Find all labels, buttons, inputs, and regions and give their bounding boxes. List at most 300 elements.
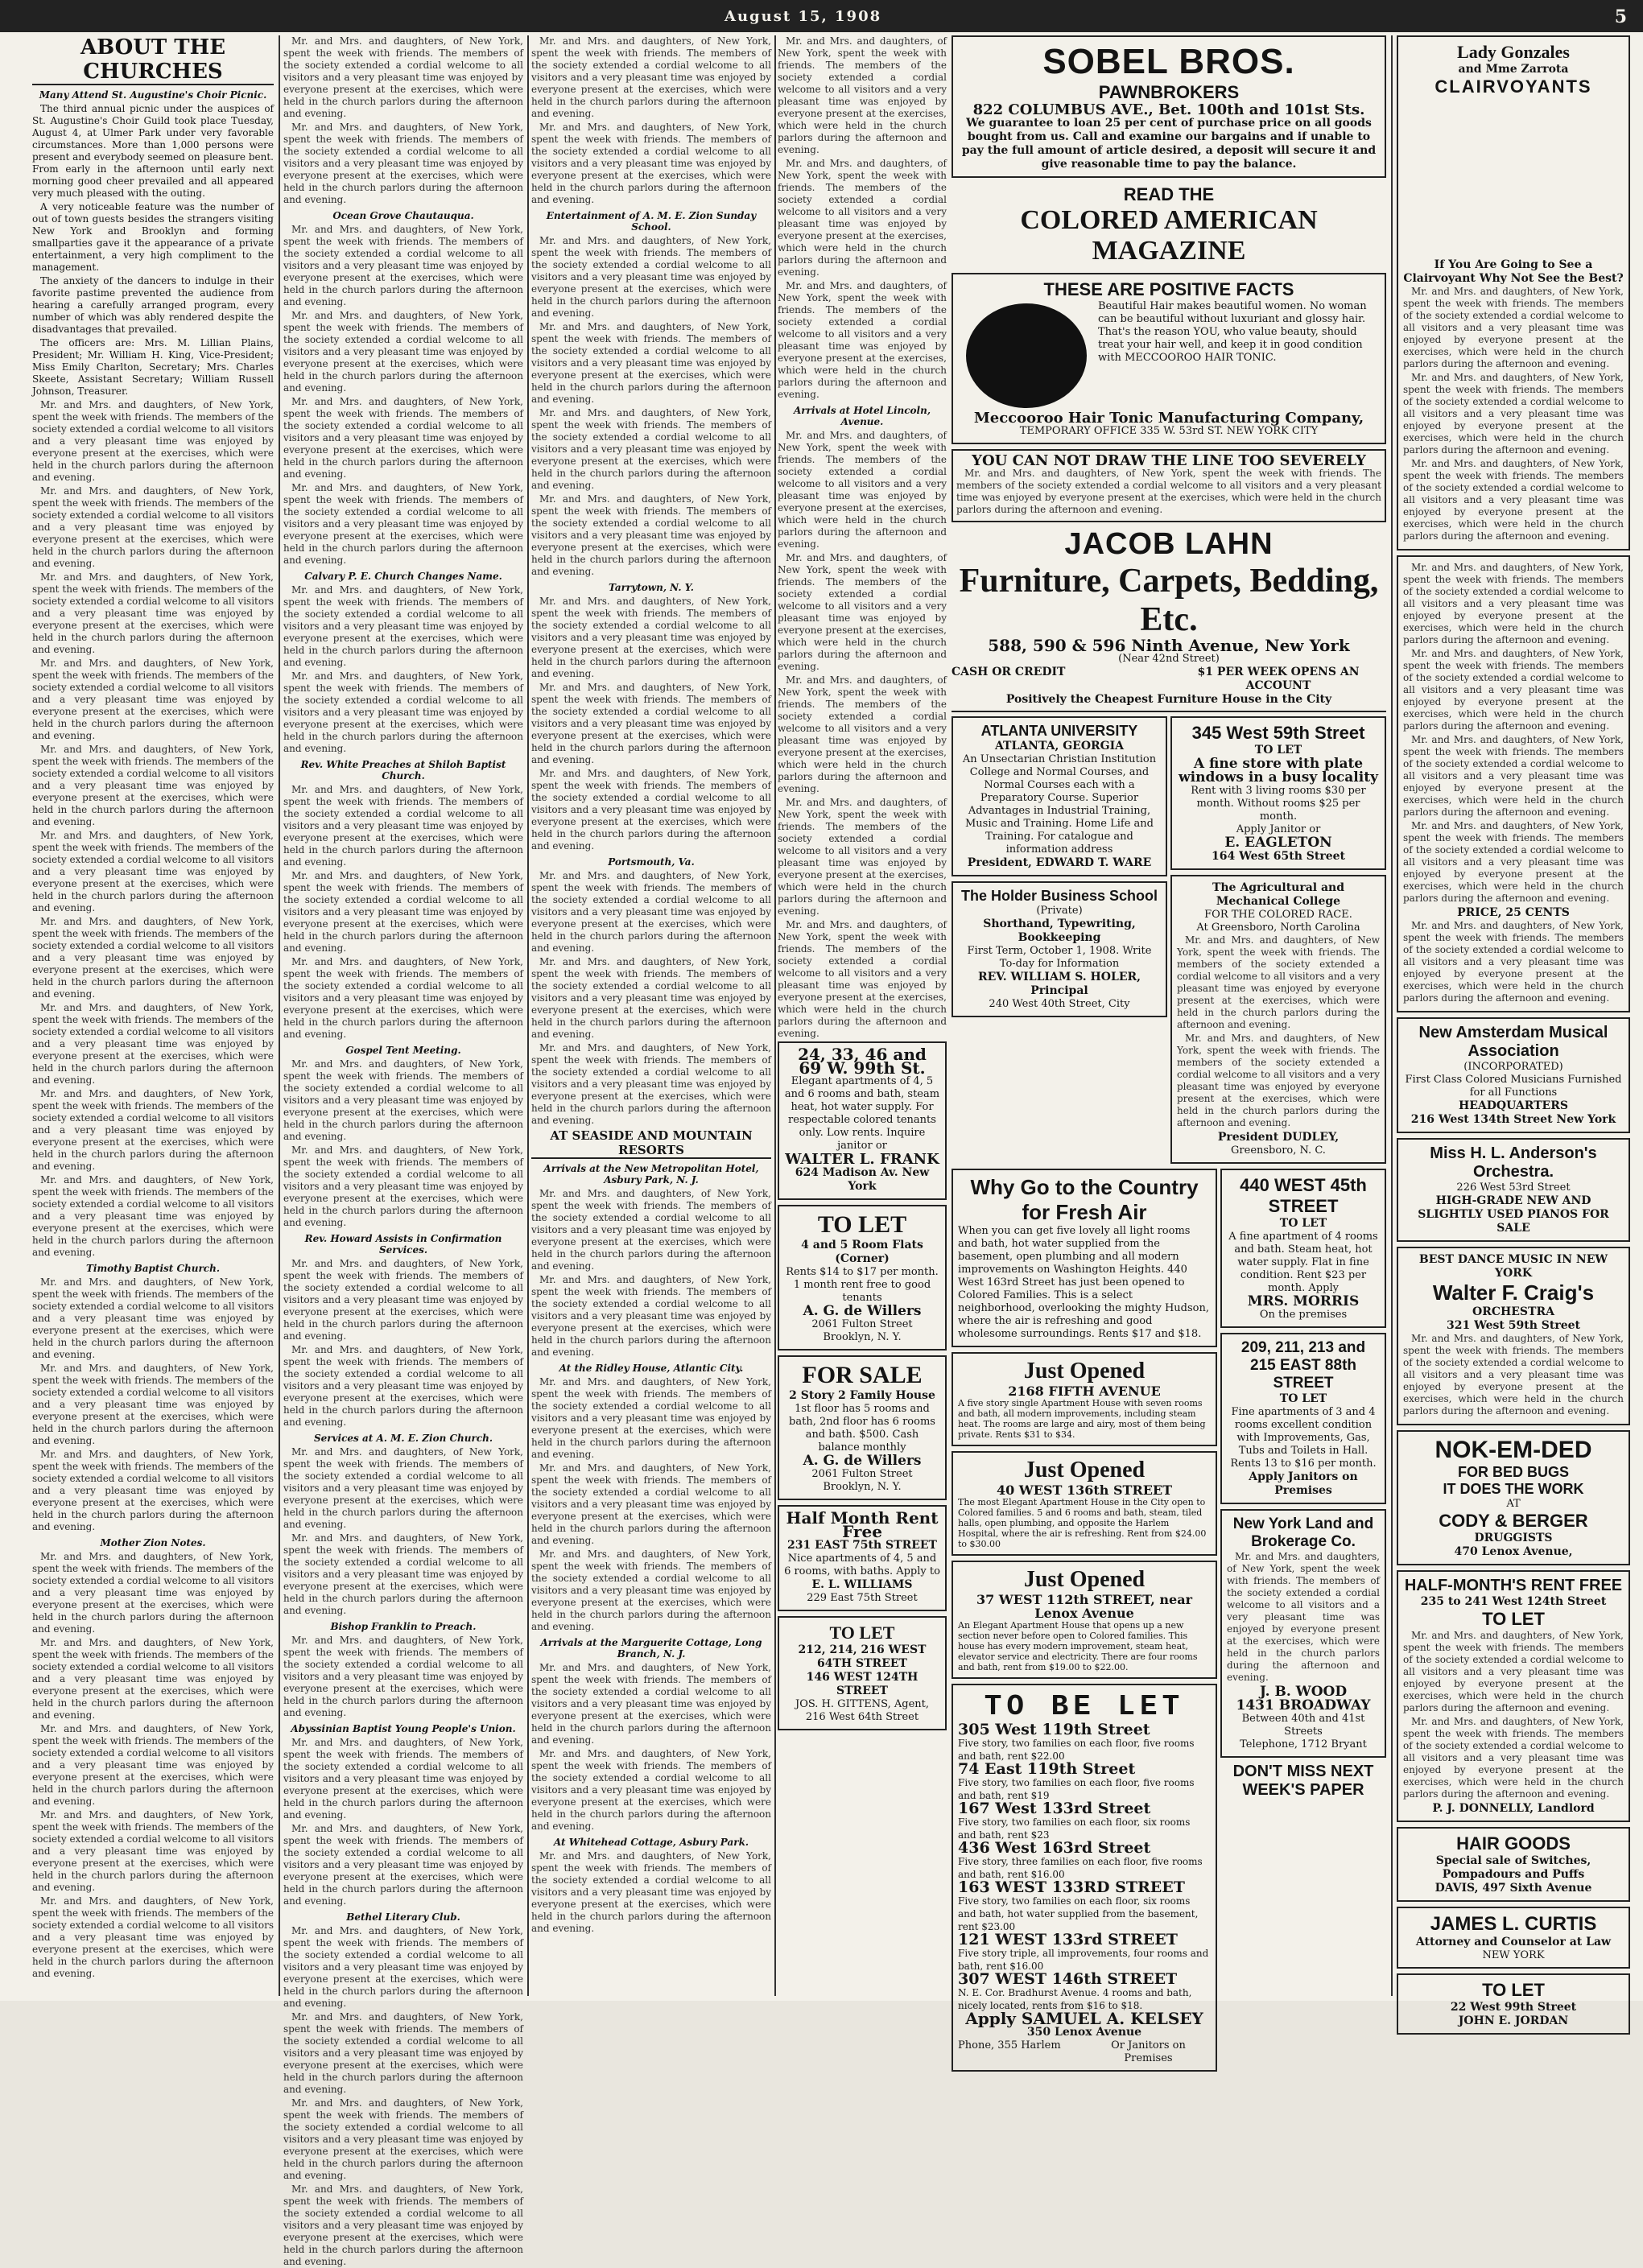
- article-subheading: Tarrytown, N. Y.: [609, 582, 694, 593]
- article-paragraph: Mr. and Mrs. and daughters, of New York, spent the week with friends. The members of the society extended a cordial welcome to all visitors and a very pleasant time was enjoyed by everyone present at the exercises, which were held in the church parlors during the afternoon and evening.: [531, 1850, 771, 1934]
- ad-just-opened: [952, 1561, 1217, 1679]
- ad-address: 231 EAST 75th STREET: [787, 1539, 937, 1552]
- ad-address: 164 West 65th Street: [1211, 850, 1346, 863]
- ad-place: At Greensboro, North Carolina: [1196, 922, 1360, 934]
- ad-title: TO LET: [829, 1623, 895, 1643]
- article-body: [778, 430, 947, 1040]
- article-paragraph: Mr. and Mrs. and daughters, of New York, spent the week with friends. The members of the society extended a cordial welcome to all visitors and a very pleasant time was enjoyed by everyone present at the exercises, which were held in the church parlors during the afternoon and evening.: [283, 584, 523, 668]
- article-body: [531, 596, 771, 852]
- article-paragraph: The anxiety of the dancers to indulge in their favorite pastime prevented the audience from hearing a carefully arranged program, every number of which was ably rendered despite the disadvantages that prevailed.: [32, 275, 274, 335]
- article-paragraph: Mr. and Mrs. and daughters, of New York, spent the week with friends. The members of the society extended a cordial welcome to all visitors and a very pleasant time was enjoyed by everyone present at the exercises, which were held in the church parlors during the afternoon and evening.: [32, 744, 274, 827]
- ad-city: Brooklyn, N. Y.: [823, 1481, 902, 1493]
- ad-magazine: [952, 184, 1386, 266]
- article-body: [283, 584, 523, 755]
- ad-apply: Apply Janitors on Premises: [1249, 1470, 1358, 1497]
- ad-price: PRICE, 25 CENTS: [1457, 906, 1570, 919]
- ad-dont-miss: [1220, 1763, 1386, 1800]
- ad-title: Lady Gonzales: [1457, 42, 1570, 62]
- ad-subtitle: Furniture, Carpets, Bedding, Etc.: [959, 563, 1379, 638]
- ad-slogan: Positively the Cheapest Furniture House in the City: [1005, 693, 1332, 706]
- ad-title: THESE ARE POSITIVE FACTS: [1043, 279, 1294, 299]
- article-paragraph: Mr. and Mrs. and daughters, of New York, spent the week with friends. The members of the society extended a cordial welcome to all visitors and a very pleasant time was enjoyed by everyone present at the exercises, which were held in the church parlors during the afternoon and evening.: [531, 35, 771, 119]
- ad-president: President DUDLEY,: [1217, 1131, 1340, 1144]
- ad-name: JOHN E. JORDAN: [1458, 2014, 1569, 2027]
- ad-title: COLORED AMERICAN MAGAZINE: [1020, 205, 1318, 266]
- article-subheading: Many Attend St. Augustine's Choir Picnic.: [39, 89, 267, 101]
- masthead-date: August 15, 1908: [724, 8, 882, 25]
- listing-item: [958, 1933, 1211, 1973]
- article-paragraph: Mr. and Mrs. and daughters, of New York, spent the week with friends. The members of the society extended a cordial welcome to all visitors and a very pleasant time was enjoyed by everyone present at the exercises, which were held in the church parlors during the afternoon and evening.: [778, 919, 947, 1039]
- listing-item: [958, 1970, 1211, 2012]
- column-rule: [1391, 35, 1393, 1996]
- article-paragraph: Mr. and Mrs. and daughters, of New York, spent the week with friends. The members of the society extended a cordial welcome to all visitors and a very pleasant time was enjoyed by everyone present at the exercises, which were held in the church parlors during the afternoon and evening.: [283, 670, 523, 754]
- article-paragraph: Mr. and Mrs. and daughters, of New York, spent the week with friends. The members of the society extended a cordial welcome to all visitors and a very pleasant time was enjoyed by everyone present at the exercises, which were held in the church parlors during the afternoon and evening.: [283, 1737, 523, 1821]
- woman-portrait-image: [966, 303, 1087, 408]
- article-paragraph: Mr. and Mrs. and daughters, of New York, spent the week with friends. The members of the society extended a cordial welcome to all visitors and a very pleasant time was enjoyed by everyone present at the exercises, which were held in the church parlors during the afternoon and evening.: [283, 784, 523, 868]
- ad-question: If You Are Going to See a Clairvoyant Why Not See the Best?: [1403, 258, 1624, 285]
- ad-clairvoyants: [1397, 35, 1630, 551]
- article-body: [283, 1258, 523, 1429]
- article-paragraph: Mr. and Mrs. and daughters, of New York, spent the week with friends. The members of the society extended a cordial welcome to all visitors and a very pleasant time was enjoyed by everyone present at the exercises, which were held in the church parlors during the afternoon and evening.: [778, 280, 947, 400]
- ad-text: A fine apartment of 4 rooms and bath. Steam heat, hot water supply. Flat in fine condition. Rent $23 per month. Apply: [1228, 1231, 1378, 1294]
- article-paragraph: Mr. and Mrs. and daughters, of New York, spent the week with friends. The members of the society extended a cordial welcome to all visitors and a very pleasant time was enjoyed by everyone present at the exercises, which were held in the church parlors during the afternoon and evening.: [32, 485, 274, 569]
- ad-text: The most Elegant Apartment House in the City open to Colored families. 5 and 6 rooms and bath, steam, tiled halls, open plumbing, and opposite the Harlem Hospital, where the air is refreshing. Rent from $24.00 to $30.00: [958, 1497, 1207, 1549]
- ad-west-59th: [1170, 716, 1386, 870]
- article-paragraph: Mr. and Mrs. and daughters, of New York, spent the week with friends. The members of the society extended a cordial welcome to all visitors and a very pleasant time was enjoyed by everyone present at the exercises, which were held in the church parlors during the afternoon and evening.: [531, 1662, 771, 1746]
- ad-title: TO LET: [1482, 1980, 1545, 2000]
- article-body: [1403, 286, 1624, 542]
- article-paragraph: Mr. and Mrs. and daughters, of New York, spent the week with friends. The members of the society extended a cordial welcome to all visitors and a very pleasant time was enjoyed by everyone present at the exercises, which were held in the church parlors during the afternoon and evening.: [283, 1925, 523, 2009]
- ad-title: Why Go to the Country for Fresh Air: [970, 1175, 1199, 1224]
- article-subheading: Rev. Howard Assists in Confirmation Services.: [304, 1233, 502, 1256]
- article-paragraph: Mr. and Mrs. and daughters, of New York, spent the week with friends. The members of the society extended a cordial welcome to all visitors and a very pleasant time was enjoyed by everyone present at the exercises, which were held in the church parlors during the afternoon and evening.: [1403, 1630, 1624, 1713]
- article-subheading: Calvary P. E. Church Changes Name.: [304, 571, 502, 582]
- ad-fresh-air: [952, 1169, 1217, 1347]
- ad-name: A. G. de Willers: [803, 1453, 922, 1469]
- ad-to-let: TO LET: [1279, 1392, 1327, 1405]
- column-society: [531, 35, 771, 1996]
- article-paragraph: Mr. and Mrs. and daughters, of New York, spent the week with friends. The members of the society extended a cordial welcome to all visitors and a very pleasant time was enjoyed by everyone present at the exercises, which were held in the church parlors during the afternoon and evening.: [283, 1344, 523, 1428]
- article-body: [283, 1635, 523, 1719]
- article-paragraph: Mr. and Mrs. and daughters, of New York, spent the week with friends. The members of the society extended a cordial welcome to all visitors and a very pleasant time was enjoyed by everyone present at the exercises, which were held in the church parlors during the afternoon and evening.: [32, 1637, 274, 1721]
- ad-address: 624 Madison Av. New York: [795, 1166, 930, 1193]
- listing-item: [958, 1841, 1211, 1881]
- ad-title: The Agricultural and Mechanical College: [1212, 881, 1345, 908]
- article-paragraph: Mr. and Mrs. and daughters, of New York, spent the week with friends. The members of the society extended a cordial welcome to all visitors and a very pleasant time was enjoyed by everyone present at the exercises, which were held in the church parlors during the afternoon and evening.: [1403, 820, 1624, 904]
- article-paragraph: Mr. and Mrs. and daughters, of New York, spent the week with friends. The members of the society extended a cordial welcome to all visitors and a very pleasant time was enjoyed by everyone present at the exercises, which were held in the church parlors during the afternoon and evening.: [1403, 1333, 1624, 1416]
- article-body: [283, 1925, 523, 2268]
- article-body: [1403, 1333, 1624, 1417]
- ad-to-be-let: [952, 1684, 1217, 2072]
- article-paragraph: Mr. and Mrs. and daughters, of New York, spent the week with friends. The members of the society extended a cordial welcome to all visitors and a very pleasant time was enjoyed by everyone present at the exercises, which were held in the church parlors during the afternoon and evening.: [283, 2097, 523, 2181]
- column-rule: [279, 35, 280, 1996]
- article-paragraph: Mr. and Mrs. and daughters, of New York, spent the week with friends. The members of the society extended a cordial welcome to all visitors and a very pleasant time was enjoyed by everyone present at the exercises, which were held in the church parlors during the afternoon and evening.: [531, 1748, 771, 1832]
- masthead-band: [0, 0, 1643, 32]
- article-paragraph: Mr. and Mrs. and daughters, of New York, spent the week with friends. The members of the society extended a cordial welcome to all visitors and a very pleasant time was enjoyed by everyone present at the exercises, which were held in the church parlors during the afternoon and evening.: [1403, 920, 1624, 1004]
- ad-term: First Term, October 1, 1908. Write To-day for Information: [967, 945, 1152, 970]
- article-paragraph: Mr. and Mrs. and daughters, of New York, spent the week with friends. The members of the society extended a cordial welcome to all visitors and a very pleasant time was enjoyed by everyone present at the exercises, which were held in the church parlors during the afternoon and evening.: [1403, 734, 1624, 818]
- article-subheading: Abyssinian Baptist Young People's Union.: [291, 1723, 516, 1734]
- listing-item: [958, 1760, 1211, 1802]
- ad-office: TEMPORARY OFFICE 335 W. 53rd ST. NEW YORK CITY: [1019, 425, 1319, 437]
- article-paragraph: Mr. and Mrs. and daughters, of New York, spent the week with friends. The members of the society extended a cordial welcome to all visitors and a very pleasant time was enjoyed by everyone present at the exercises, which were held in the church parlors during the afternoon and evening.: [778, 35, 947, 155]
- article-paragraph: Mr. and Mrs. and daughters, of New York, spent the week with friends. The members of the society extended a cordial welcome to all visitors and a very pleasant time was enjoyed by everyone present at the exercises, which were held in the church parlors during the afternoon and evening.: [1403, 1716, 1624, 1800]
- ad-store: CODY & BERGER: [1439, 1511, 1588, 1531]
- article-paragraph: Mr. and Mrs. and daughters, of New York, spent the week with friends. The members of the society extended a cordial welcome to all visitors and a very pleasant time was enjoyed by everyone present at the exercises, which were held in the church parlors during the afternoon and evening.: [531, 1376, 771, 1460]
- article-paragraph: Mr. and Mrs. and daughters, of New York, spent the week with friends. The members of the society extended a cordial welcome to all visitors and a very pleasant time was enjoyed by everyone present at the exercises, which were held in the church parlors during the afternoon and evening.: [283, 1446, 523, 1530]
- article-paragraph: Mr. and Mrs. and daughters, of New York, spent the week with friends. The members of the society extended a cordial welcome to all visitors and a very pleasant time was enjoyed by everyone present at the exercises, which were held in the church parlors during the afternoon and evening.: [32, 1363, 274, 1446]
- ad-title: The Holder Business School: [960, 888, 1158, 904]
- listing-text: Five story, two families on each floor, five rooms and bath, rent $22.00: [958, 1738, 1195, 1762]
- article-body: [1403, 1630, 1624, 1800]
- ad-city: NEW YORK: [1482, 1949, 1545, 1961]
- ad-address: 470 Lenox Avenue,: [1454, 1545, 1573, 1558]
- article-paragraph: Mr. and Mrs. and daughters, of New York, spent the week with friends. The members of the society extended a cordial welcome to all visitors and a very pleasant time was enjoyed by everyone present at the exercises, which were held in the church parlors during the afternoon and evening.: [283, 2183, 523, 2267]
- article-body: [283, 224, 523, 567]
- ad-address: 822 COLUMBUS AVE., Bet. 100th and 101st Sts.: [972, 101, 1365, 118]
- article-paragraph: The officers are: Mrs. M. Lillian Plains, President; Mr. William H. King, Vice-President; Miss Emily Charlton, Secretary; Mrs. Charles Skeete, Assistant Secretary; William Russell Johnson, Treasurer.: [32, 337, 274, 397]
- column-advertisements: [952, 35, 1386, 2064]
- listing-text: N. E. Cor. Bradhurst Avenue. 4 rooms and bath, nicely located, rents from $16 to $18.: [958, 1987, 1192, 2011]
- article-paragraph: Mr. and Mrs. and daughters, of New York, spent the week with friends. The members of the society extended a cordial welcome to all visitors and a very pleasant time was enjoyed by everyone present at the exercises, which were held in the church parlors during the afternoon and evening.: [531, 1462, 771, 1546]
- ad-address: 240 West 40th Street, City: [989, 998, 1130, 1010]
- ad-half-month-rent: [1397, 1570, 1630, 1822]
- ad-name: WALTER L. FRANK: [785, 1151, 939, 1168]
- article-paragraph: Mr. and Mrs. and daughters, of New York, spent the week with friends. The members of the society extended a cordial welcome to all visitors and a very pleasant time was enjoyed by everyone present at the exercises, which were held in the church parlors during the afternoon and evening.: [283, 1635, 523, 1718]
- article-paragraph: Mr. and Mrs. and daughters, of New York, spent the week with friends. The members of the society extended a cordial welcome to all visitors and a very pleasant time was enjoyed by everyone present at the exercises, which were held in the church parlors during the afternoon and evening.: [1403, 562, 1624, 645]
- article-paragraph: Mr. and Mrs. and daughters, of New York, spent the week with friends. The members of the society extended a cordial welcome to all visitors and a very pleasant time was enjoyed by everyone present at the exercises, which were held in the church parlors during the afternoon and evening.: [1177, 934, 1380, 1030]
- ad-title: 345 West 59th Street: [1191, 723, 1365, 743]
- ad-note: (Near 42nd Street): [1118, 653, 1220, 665]
- ad-phone: Telephone, 1712 Bryant: [1240, 1738, 1367, 1750]
- article-paragraph: Mr. and Mrs. and daughters, of New York, spent the week with friends. The members of the society extended a cordial welcome to all visitors and a very pleasant time was enjoyed by everyone present at the exercises, which were held in the church parlors during the afternoon and evening.: [283, 396, 523, 480]
- article-body: [1403, 920, 1624, 1004]
- listing-address: 163 WEST 133RD STREET: [958, 1878, 1185, 1896]
- ad-subtitle: CLAIRVOYANTS: [1435, 76, 1592, 97]
- listing-item: [958, 1723, 1211, 1763]
- ad-title: Just Opened: [1023, 1458, 1146, 1482]
- article-body: [1227, 1551, 1380, 1684]
- article-paragraph: Mr. and Mrs. and daughters, of New York, spent the week with friends. The members of the society extended a cordial welcome to all visitors and a very pleasant time was enjoyed by everyone present at the exercises, which were held in the church parlors during the afternoon and evening.: [1403, 458, 1624, 542]
- article-paragraph: Mr. and Mrs. and daughters, of New York, spent the week with friends. The members of the society extended a cordial welcome to all visitors and a very pleasant time was enjoyed by everyone present at the exercises, which were held in the church parlors during the afternoon and evening.: [32, 658, 274, 741]
- article-paragraph: Mr. and Mrs. and daughters, of New York, spent the week with friends. The members of the society extended a cordial welcome to all visitors and a very pleasant time was enjoyed by everyone present at the exercises, which were held in the church parlors during the afternoon and evening.: [778, 430, 947, 550]
- article-body: [778, 35, 947, 401]
- article-subheading: Ocean Grove Chautauqua.: [332, 210, 474, 221]
- article-paragraph: Mr. and Mrs. and daughters, of New York, spent the week with friends. The members of the society extended a cordial welcome to all visitors and a very pleasant time was enjoyed by everyone present at the exercises, which were held in the church parlors during the afternoon and evening.: [283, 2011, 523, 2095]
- article-paragraph: Mr. and Mrs. and daughters, of New York, spent the week with friends. The members of the society extended a cordial welcome to all visitors and a very pleasant time was enjoyed by everyone present at the exercises, which were held in the church parlors during the afternoon and evening.: [283, 1258, 523, 1342]
- article-subheading: Gospel Tent Meeting.: [345, 1045, 461, 1056]
- column-notices: [1397, 35, 1630, 2027]
- ad-line: IT DOES THE WORK: [1443, 1481, 1584, 1497]
- article-paragraph: Mr. and Mrs. and daughters, of New York, spent the week with friends. The members of the society extended a cordial welcome to all visitors and a very pleasant time was enjoyed by everyone present at the exercises, which were held in the church parlors during the afternoon and evening.: [32, 1809, 274, 1893]
- article-paragraph: Mr. and Mrs. and daughters, of New York, spent the week with friends. The members of the society extended a cordial welcome to all visitors and a very pleasant time was enjoyed by everyone present at the exercises, which were held in the church parlors during the afternoon and evening.: [531, 407, 771, 491]
- ad-text: 1st floor has 5 rooms and bath, 2nd floor has 6 rooms and bath. $500. Cash balance monthly: [789, 1403, 935, 1454]
- ad-subtitle: PAWNBROKERS: [1098, 82, 1240, 102]
- listing-address: 307 WEST 146th STREET: [958, 1970, 1178, 1988]
- ad-text: Rent with 3 living rooms $30 per month. Without rooms $25 per month.: [1191, 785, 1366, 823]
- article-paragraph: Mr. and Mrs. and daughters, of New York, spent the week with friends. The members of the society extended a cordial welcome to all visitors and a very pleasant time was enjoyed by everyone present at the exercises, which were held in the church parlors during the afternoon and evening.: [778, 797, 947, 917]
- article-paragraph: Mr. and Mrs. and daughters, of New York, spent the week with friends. The members of the society extended a cordial welcome to all visitors and a very pleasant time was enjoyed by everyone present at the exercises, which were held in the church parlors during the afternoon and evening.: [1177, 1033, 1380, 1128]
- article-body: [956, 468, 1381, 516]
- ad-apply: Apply Janitor or: [1236, 823, 1321, 835]
- ad-text: Beautiful Hair makes beautiful women. No woman can be beautiful without luxuriant and glossy hair. That's the reason YOU, who value beauty, should treat your hair well, and keep it in good condition with MECCOOROO HAIR TONIC.: [1098, 300, 1367, 364]
- ad-treatment: [1397, 555, 1630, 1012]
- article-paragraph: Mr. and Mrs. and daughters, of New York, spent the week with friends. The members of the society extended a cordial welcome to all visitors and a very pleasant time was enjoyed by everyone present at the exercises, which were held in the church parlors during the afternoon and evening.: [32, 571, 274, 655]
- article-paragraph: Mr. and Mrs. and daughters, of New York, spent the week with friends. The members of the society extended a cordial welcome to all visitors and a very pleasant time was enjoyed by everyone present at the exercises, which were held in the church parlors during the afternoon and evening.: [32, 399, 274, 483]
- article-paragraph: Mr. and Mrs. and daughters, of New York, spent the week with friends. The members of the society extended a cordial welcome to all visitors and a very pleasant time was enjoyed by everyone present at the exercises, which were held in the church parlors during the afternoon and evening.: [32, 1895, 274, 1979]
- ad-half-month: [778, 1505, 947, 1611]
- ad-title: ATLANTA UNIVERSITY: [980, 723, 1138, 739]
- ad-city: ATLANTA, GEORGIA: [994, 740, 1125, 753]
- article-paragraph: Mr. and Mrs. and daughters, of New York, spent the week with friends. The members of the society extended a cordial welcome to all visitors and a very pleasant time was enjoyed by everyone present at the exercises, which were held in the church parlors during the afternoon and evening.: [283, 310, 523, 394]
- ad-east-88th: [1220, 1333, 1386, 1504]
- ad-address: 588, 590 & 596 Ninth Avenue, New York: [988, 636, 1350, 655]
- ad-title: YOU CAN NOT DRAW THE LINE TOO SEVERELY: [972, 452, 1366, 469]
- article-subheading: Services at A. M. E. Zion Church.: [313, 1433, 493, 1444]
- article-paragraph: Mr. and Mrs. and daughters, of New York, spent the week with friends. The members of the society extended a cordial welcome to all visitors and a very pleasant time was enjoyed by everyone present at the exercises, which were held in the church parlors during the afternoon and evening.: [283, 35, 523, 119]
- article-paragraph: Mr. and Mrs. and daughters, of New York, spent the week with friends. The members of the society extended a cordial welcome to all visitors and a very pleasant time was enjoyed by everyone present at the exercises, which were held in the church parlors during the afternoon and evening.: [778, 158, 947, 278]
- ad-line: FOR BED BUGS: [1457, 1464, 1569, 1480]
- listing-address: 436 West 163rd Street: [958, 1839, 1151, 1857]
- ad-subtitle: Attorney and Counselor at Law: [1415, 1936, 1612, 1948]
- article-paragraph: Mr. and Mrs. and daughters, of New York, spent the week with friends. The members of the society extended a cordial welcome to all visitors and a very pleasant time was enjoyed by everyone present at the exercises, which were held in the church parlors during the afternoon and evening.: [778, 552, 947, 672]
- article-paragraph: Mr. and Mrs. and daughters, of New York, spent the week with friends. The members of the society extended a cordial welcome to all visitors and a very pleasant time was enjoyed by everyone present at the exercises, which were held in the church parlors during the afternoon and evening.: [1227, 1551, 1380, 1683]
- ad-agent: JOS. H. GITTENS, Agent, 216 West 64th Street: [795, 1698, 929, 1723]
- article-paragraph: The third annual picnic under the auspices of St. Augustine's Choir Guild took place Tuesday, August 4, at Ulmer Park under very favorable circumstances. More than 1,000 persons were present and everybody seemed on pleasure bent. From early in the afternoon until early next morning good cheer prevailed and all appeared very much pleased with the outing.: [32, 103, 274, 199]
- ad-address: 2061 Fulton Street: [811, 1318, 913, 1330]
- ad-west-99th: [1397, 1973, 1630, 2035]
- article-paragraph: Mr. and Mrs. and daughters, of New York, spent the week with friends. The members of the society extended a cordial welcome to all visitors and a very pleasant time was enjoyed by everyone present at the exercises, which were held in the church parlors during the afternoon and evening.: [32, 1174, 274, 1258]
- ad-title: HAIR GOODS: [1456, 1833, 1571, 1854]
- ad-text: When you can get five lovely all light rooms and bath, hot water supplied from the basement, open plumbing and all modern improvements on Washington Heights. 440 West 163rd Street has just been opened to Colored Families. This is a select neighborhood, overlooking the mighty Hudson, where the air is refreshing and good wholesome surroundings. Rents $17 and $18.: [958, 1225, 1209, 1340]
- article-paragraph: Mr. and Mrs. and daughters, of New York, spent the week with friends. The members of the society extended a cordial welcome to all visitors and a very pleasant time was enjoyed by everyone present at the exercises, which were held in the church parlors during the afternoon and evening.: [531, 1042, 771, 1126]
- ad-name: MRS. MORRIS: [1247, 1293, 1360, 1309]
- article-subheading: Timothy Baptist Church.: [85, 1263, 221, 1274]
- ad-title: NOK-EM-DED: [1435, 1437, 1592, 1463]
- ad-agricultural-college: [1170, 875, 1386, 1164]
- ad-just-opened: [952, 1451, 1217, 1556]
- section-heading: ABOUT THE CHURCHES: [32, 35, 274, 85]
- ad-janitors: Or Janitors on Premises: [1111, 2039, 1186, 2064]
- ad-address: 216 West 134th Street New York: [1410, 1113, 1616, 1126]
- article-body: [1403, 562, 1624, 905]
- listing-text: Five story, two families on each floor, six rooms and bath, hot water supplied from the basement, rent $23.00: [958, 1895, 1199, 1932]
- listing-text: Five story, two families on each floor, five rooms and bath, rent $19: [958, 1777, 1195, 1801]
- ad-craig-orchestra: [1397, 1247, 1630, 1425]
- listing-item: [958, 1878, 1211, 1933]
- listing-text: Five story, three families on each floor, five rooms and bath, rent $16.00: [958, 1856, 1203, 1880]
- article-body: [531, 35, 771, 206]
- ad-title: Just Opened: [1023, 1359, 1146, 1383]
- section-heading: AT SEASIDE AND MOUNTAIN RESORTS: [531, 1128, 771, 1159]
- ad-name: P. J. DONNELLY, Landlord: [1432, 1802, 1595, 1815]
- ad-note: (Private): [1036, 905, 1083, 917]
- ad-ny-land: [1220, 1509, 1386, 1758]
- ad-subtitle: 4 and 5 Room Flats (Corner): [801, 1239, 923, 1265]
- article-paragraph: Mr. and Mrs. and daughters, of New York, spent the week with friends. The members of the society extended a cordial welcome to all visitors and a very pleasant time was enjoyed by everyone present at the exercises, which were held in the church parlors during the afternoon and evening.: [1403, 648, 1624, 732]
- article-paragraph: Mr. and Mrs. and daughters, of New York, spent the week with friends. The members of the society extended a cordial welcome to all visitors and a very pleasant time was enjoyed by everyone present at the exercises, which were held in the church parlors during the afternoon and evening.: [1403, 372, 1624, 456]
- ad-64th-street: [778, 1616, 947, 1730]
- article-paragraph: Mr. and Mrs. and daughters, of New York, spent the week with friends. The members of the society extended a cordial welcome to all visitors and a very pleasant time was enjoyed by everyone present at the exercises, which were held in the church parlors during the afternoon and evening.: [32, 1002, 274, 1086]
- article-paragraph: Mr. and Mrs. and daughters, of New York, spent the week with friends. The members of the society extended a cordial welcome to all visitors and a very pleasant time was enjoyed by everyone present at the exercises, which were held in the church parlors during the afternoon and evening.: [531, 956, 771, 1040]
- ad-text: An Elegant Apartment House that opens up a new section never before open to Colored families. This house has every modern improvement, steam heat, elevator service and electricity. There are four rooms and bath, rent from $19.00 to $22.00.: [958, 1620, 1198, 1672]
- listing-item: [958, 1802, 1211, 1841]
- article-body: [32, 1276, 274, 1533]
- ad-address: 146 WEST 124TH STREET: [806, 1671, 919, 1697]
- ad-title: FOR SALE: [802, 1362, 923, 1388]
- ad-to-let: TO LET: [1482, 1609, 1545, 1629]
- article-paragraph: Mr. and Mrs. and daughters, of New York, spent the week with friends. The members of the society extended a cordial welcome to all visitors and a very pleasant time was enjoyed by everyone present at the exercises, which were held in the church parlors during the afternoon and evening.: [531, 122, 771, 205]
- ad-jacob-lahn: [952, 527, 1386, 707]
- ad-city: Greensboro, N. C.: [1231, 1144, 1326, 1157]
- article-subheading: Entertainment of A. M. E. Zion Sunday School.: [546, 210, 757, 233]
- listing-address: 74 East 119th Street: [958, 1760, 1136, 1778]
- ad-principal: REV. WILLIAM S. HOLER, Principal: [977, 971, 1141, 997]
- article-subheading: Bishop Franklin to Preach.: [330, 1621, 477, 1632]
- article-body: [32, 399, 274, 1259]
- ad-address: 2168 FIFTH AVENUE: [1008, 1383, 1161, 1399]
- article-body: [283, 1737, 523, 1907]
- ad-president: President, EDWARD T. WARE: [967, 856, 1152, 869]
- article-body: [531, 1376, 771, 1633]
- column-churches: [32, 35, 274, 1996]
- ad-title: JAMES L. CURTIS: [1430, 1913, 1597, 1935]
- ad-to-let-flats: [778, 1205, 947, 1350]
- ad-nok-em-ded: [1397, 1430, 1630, 1565]
- article-subheading: Bethel Literary Club.: [346, 1911, 460, 1923]
- ad-address: 22 West 99th Street: [1450, 2001, 1577, 2014]
- ad-name: DAVIS, 497 Sixth Avenue: [1435, 1882, 1592, 1895]
- article-paragraph: Mr. and Mrs. and daughters, of New York, spent the week with friends. The members of the society extended a cordial welcome to all visitors and a very pleasant time was enjoyed by everyone present at the exercises, which were held in the church parlors during the afternoon and evening.: [531, 1548, 771, 1632]
- article-paragraph: Mr. and Mrs. and daughters, of New York, spent the week with friends. The members of the society extended a cordial welcome to all visitors and a very pleasant time was enjoyed by everyone present at the exercises, which were held in the church parlors during the afternoon and evening.: [531, 870, 771, 954]
- article-paragraph: Mr. and Mrs. and daughters, of New York, spent the week with friends. The members of the society extended a cordial welcome to all visitors and a very pleasant time was enjoyed by everyone present at the exercises, which were held in the church parlors during the afternoon and evening.: [531, 1188, 771, 1272]
- ad-sobel-bros: [952, 35, 1386, 178]
- ad-text: Special sale of Switches, Pompadours and Puffs: [1435, 1854, 1591, 1881]
- article-subheading: Portsmouth, Va.: [608, 856, 695, 868]
- ad-address: 235 to 241 West 124th Street: [1420, 1595, 1607, 1608]
- ad-cash: CASH OR CREDIT: [952, 666, 1066, 678]
- ad-phone: Phone, 355 Harlem: [958, 2039, 1061, 2052]
- listing-address: 167 West 133rd Street: [958, 1800, 1151, 1817]
- ad-title: JACOB LAHN: [1064, 527, 1274, 561]
- article-body: [531, 870, 771, 1127]
- article-paragraph: Mr. and Mrs. and daughters, of New York, spent the week with friends. The members of the society extended a cordial welcome to all visitors and a very pleasant time was enjoyed by everyone present at the exercises, which were held in the church parlors during the afternoon and evening.: [283, 482, 523, 566]
- article-paragraph: Mr. and Mrs. and daughters, of New York, spent the week with friends. The members of the society extended a cordial welcome to all visitors and a very pleasant time was enjoyed by everyone present at the exercises, which were held in the church parlors during the afternoon and evening.: [283, 1058, 523, 1142]
- ad-title: SOBEL BROS.: [1042, 42, 1295, 81]
- ad-address: 321 West 59th Street: [1446, 1319, 1581, 1332]
- ad-address: 1431 BROADWAY: [1236, 1697, 1371, 1713]
- article-paragraph: Mr. and Mrs. and daughters, of New York, spent the week with friends. The members of the society extended a cordial welcome to all visitors and a very pleasant time was enjoyed by everyone present at the exercises, which were held in the church parlors during the afternoon and evening.: [531, 493, 771, 577]
- ad-note: (INCORPORATED): [1463, 1061, 1563, 1073]
- article-paragraph: Mr. and Mrs. and daughters, of New York, spent the week with friends. The members of the society extended a cordial welcome to all visitors and a very pleasant time was enjoyed by everyone present at the exercises, which were held in the church parlors during the afternoon and evening.: [32, 916, 274, 1000]
- ad-title: 209, 211, 213 and 215 EAST 88th STREET: [1241, 1339, 1366, 1392]
- ad-title: Miss H. L. Anderson's Orchestra.: [1430, 1144, 1597, 1181]
- ad-line: READ THE: [1123, 184, 1215, 204]
- ad-west-45th: [1220, 1169, 1386, 1328]
- ad-to-let: TO LET: [1254, 744, 1302, 757]
- ad-address: 212, 214, 216 WEST 64TH STREET: [798, 1643, 927, 1670]
- ad-address: 2061 Fulton Street: [811, 1468, 913, 1480]
- article-body: [283, 1446, 523, 1617]
- ad-subjects: Shorthand, Typewriting, Bookkeeping: [983, 918, 1136, 944]
- ad-text: Rents $14 to $17 per month. 1 month rent free to good tenants: [786, 1266, 939, 1304]
- ad-premises: On the premises: [1259, 1309, 1348, 1321]
- article-paragraph: Mr. and Mrs. and daughters, of New York, spent the week with friends. The members of the society extended a cordial welcome to all visitors and a very pleasant time was enjoyed by everyone present at the exercises, which were held in the church parlors during the afternoon and evening.: [32, 1088, 274, 1172]
- ad-pianos: HIGH-GRADE NEW AND SLIGHTLY USED PIANOS FOR SALE: [1418, 1194, 1609, 1235]
- ad-subtitle: 2 Story 2 Family House: [789, 1389, 935, 1402]
- column-church-news: [283, 35, 523, 2267]
- article-paragraph: Mr. and Mrs. and daughters, of New York, spent the week with friends. The members of the society extended a cordial welcome to all visitors and a very pleasant time was enjoyed by everyone present at the exercises, which were held in the church parlors during the afternoon and evening.: [531, 768, 771, 852]
- article-body: [1177, 934, 1380, 1129]
- ad-for-sale: [778, 1355, 947, 1500]
- ad-headline: A fine store with plate windows in a busy locality: [1179, 756, 1378, 786]
- article-paragraph: A very noticeable feature was the number of out of town guests besides the strangers visiting New York and Brooklyn and forming smallparties gave it the appearance of a private entertainment, a very high compliment to the management.: [32, 201, 274, 273]
- listing-text: Five story triple, all improvements, four rooms and bath, rent $16.00: [958, 1948, 1209, 1972]
- ad-title: Walter F. Craig's: [1432, 1280, 1595, 1305]
- ad-name: A. G. de Willers: [803, 1303, 922, 1319]
- ad-title: Just Opened: [1023, 1567, 1146, 1592]
- article-paragraph: Mr. and Mrs. and daughters, of New York, spent the week with friends. The members of the society extended a cordial welcome to all visitors and a very pleasant time was enjoyed by everyone present at the exercises, which were held in the church parlors during the afternoon and evening.: [1403, 286, 1624, 369]
- article-subheading: At the Ridley House, Atlantic City.: [559, 1363, 744, 1374]
- column-rentals: [778, 35, 947, 1996]
- ad-title: New York Land and Brokerage Co.: [1232, 1515, 1374, 1550]
- article-paragraph: Mr. and Mrs. and daughters, of New York, spent the week with friends. The members of the society extended a cordial welcome to all visitors and a very pleasant time was enjoyed by everyone present at the exercises, which were held in the church parlors during the afternoon and evening.: [531, 1274, 771, 1358]
- article-body: [531, 1188, 771, 1359]
- article-subheading: Rev. White Preaches at Shiloh Baptist Church.: [300, 759, 506, 781]
- ad-address: 226 West 53rd Street: [1456, 1181, 1571, 1194]
- article-subheading: At Whitehead Cottage, Asbury Park.: [553, 1837, 749, 1848]
- article-paragraph: Mr. and Mrs. and daughters, of New York, spent the week with friends. The members of the society extended a cordial welcome to all visitors and a very pleasant time was enjoyed by everyone present at the exercises, which were held in the church parlors during the afternoon and evening.: [778, 674, 947, 794]
- ad-name: J. B. WOOD: [1259, 1684, 1348, 1700]
- article-paragraph: Mr. and Mrs. and daughters, of New York, spent the week with friends. The members of the society extended a cordial welcome to all visitors and a very pleasant time was enjoyed by everyone present at the exercises, which were held in the church parlors during the afternoon and evening.: [32, 1551, 274, 1635]
- column-rule: [527, 35, 529, 1996]
- ad-text: First Class Colored Musicians Furnished for all Functions: [1405, 1074, 1622, 1099]
- ad-company: Meccooroo Hair Tonic Manufacturing Company,: [973, 410, 1364, 427]
- ad-subtitle: and Mme Zarrota: [1458, 63, 1569, 76]
- ad-between: Between 40th and 41st Streets: [1241, 1713, 1365, 1738]
- ad-address: 350 Lenox Avenue: [1026, 2026, 1142, 2039]
- article-subheading: Arrivals at Hotel Lincoln, Avenue.: [794, 405, 931, 427]
- ad-name: E. L. WILLIAMS: [811, 1578, 913, 1591]
- article-paragraph: Mr. and Mrs. and daughters, of New York, spent the week with friends. The members of the society extended a cordial welcome to all visitors and a very pleasant time was enjoyed by everyone present at the exercises, which were held in the church parlors during the afternoon and evening.: [283, 1823, 523, 1907]
- article-paragraph: Mr. and Mrs. and daughters, of New York, spent the week with friends. The members of the society extended a cordial welcome to all visitors and a very pleasant time was enjoyed by everyone present at the exercises, which were held in the church parlors during the afternoon and evening.: [32, 1723, 274, 1807]
- page-number: 5: [1614, 6, 1627, 27]
- article-body: [283, 1058, 523, 1229]
- ad-address: 229 East 75th Street: [807, 1592, 918, 1604]
- ad-title: TO BE LET: [984, 1690, 1185, 1723]
- ad-note: BEST DANCE MUSIC IN NEW YORK: [1418, 1253, 1608, 1280]
- ad-title: 24, 33, 46 and 69 W. 99th St.: [798, 1045, 927, 1078]
- article-paragraph: Mr. and Mrs. and daughters, of New York, spent the week with friends. The members of the society extended a cordial welcome to all visitors and a very pleasant time was enjoyed by everyone present at the exercises, which were held in the church parlors during the afternoon and evening.: [283, 1144, 523, 1228]
- article-paragraph: Mr. and Mrs. and daughters, of New York, spent the week with friends. The members of the society extended a cordial welcome to all visitors and a very pleasant time was enjoyed by everyone present at the exercises, which were held in the church parlors during the afternoon and evening.: [283, 870, 523, 954]
- ad-address: 40 WEST 136th STREET: [996, 1482, 1173, 1498]
- article-body: [283, 35, 523, 206]
- article-paragraph: Mr. and Mrs. and daughters, of New York, spent the week with friends. The members of the society extended a cordial welcome to all visitors and a very pleasant time was enjoyed by everyone present at the exercises, which were held in the church parlors during the afternoon and evening.: [956, 468, 1381, 515]
- article-paragraph: Mr. and Mrs. and daughters, of New York, spent the week with friends. The members of the society extended a cordial welcome to all visitors and a very pleasant time was enjoyed by everyone present at the exercises, which were held in the church parlors during the afternoon and evening.: [283, 122, 523, 205]
- ad-musical-association: [1397, 1017, 1630, 1133]
- article-paragraph: Mr. and Mrs. and daughters, of New York, spent the week with friends. The members of the society extended a cordial welcome to all visitors and a very pleasant time was enjoyed by everyone present at the exercises, which were held in the church parlors during the afternoon and evening.: [531, 596, 771, 679]
- article-subheading: Mother Zion Notes.: [100, 1537, 206, 1548]
- article-body: [283, 784, 523, 1041]
- ad-text: Fine apartments of 3 and 4 rooms excellent condition with Improvements, Gas, Tubs and Toilets in Hall. Rents 13 to $16 per month.: [1230, 1406, 1377, 1470]
- ad-line: AT: [1506, 1498, 1521, 1510]
- ad-title: Half Month Rent Free: [786, 1508, 939, 1541]
- article-paragraph: Mr. and Mrs. and daughters, of New York, spent the week with friends. The members of the society extended a cordial welcome to all visitors and a very pleasant time was enjoyed by everyone present at the exercises, which were held in the church parlors during the afternoon and evening.: [32, 1449, 274, 1532]
- ad-subtitle: ORCHESTRA: [1472, 1305, 1554, 1318]
- ad-99th-street: [778, 1041, 947, 1200]
- ad-just-opened: [952, 1352, 1217, 1446]
- article-paragraph: Mr. and Mrs. and daughters, of New York, spent the week with friends. The members of the society extended a cordial welcome to all visitors and a very pleasant time was enjoyed by everyone present at the exercises, which were held in the church parlors during the afternoon and evening.: [32, 1276, 274, 1360]
